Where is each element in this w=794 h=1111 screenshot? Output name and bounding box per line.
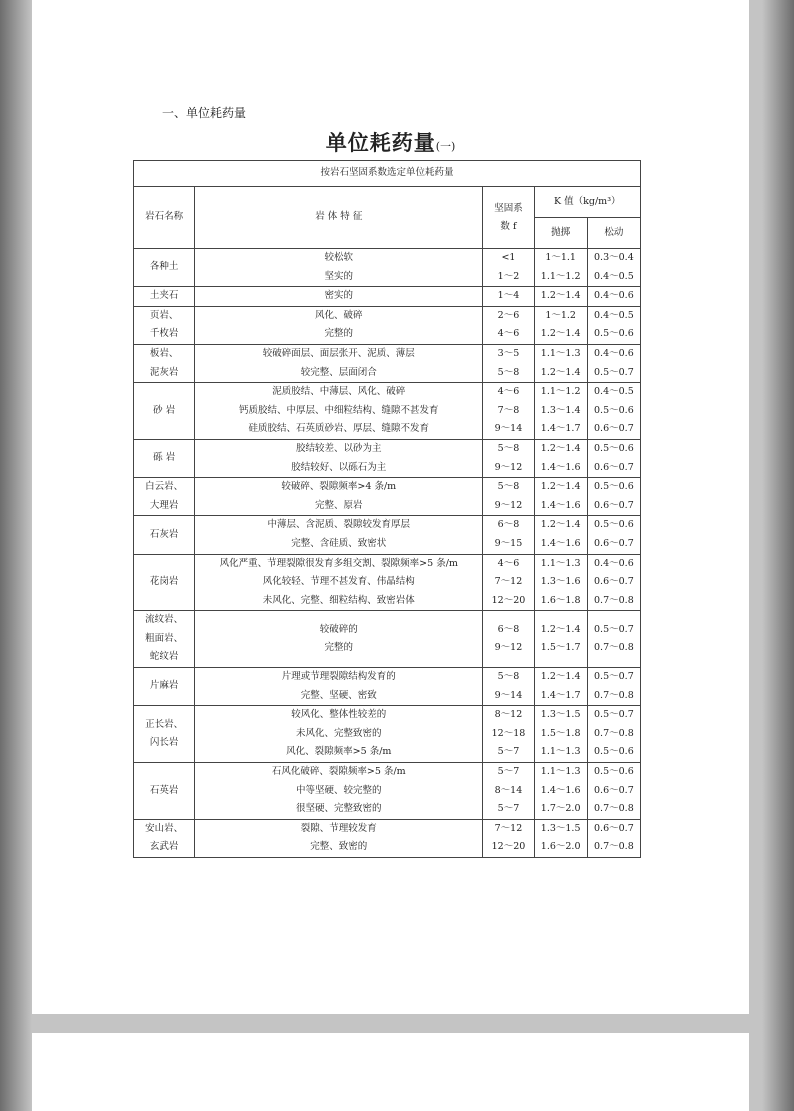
coefficient-line: 9～15 [494, 537, 523, 549]
loose-value-line: 0.5～0.7 [594, 671, 634, 683]
coefficient-line: 12～20 [491, 841, 526, 853]
blast-value-line: 1.7～2.0 [540, 803, 581, 815]
loose-value-line: 0.7～0.8 [594, 594, 634, 606]
feature-line: 较完整、层面闭合 [300, 366, 377, 378]
header-features: 岩 体 特 征 [195, 187, 483, 249]
blast-value-line: 1.2～1.4 [540, 290, 581, 302]
coefficient-line: 5～7 [497, 803, 520, 815]
feature-line: 风化严重、节理裂隙很发育多组交割、裂隙频率>5 条/m [219, 557, 458, 569]
header-blast: 抛掷 [534, 218, 587, 249]
loose-value-line: 0.6～0.7 [594, 499, 634, 511]
blast-value-line: 1.1～1.2 [540, 386, 581, 398]
feature-line: 未风化、完整、细粒结构、致密岩体 [262, 594, 415, 606]
feature-cell [195, 344, 483, 382]
blast-value-line: 1.3～1.5 [540, 822, 581, 834]
blast-value-line: 1～1.1 [545, 252, 576, 263]
coefficient-line: 9～14 [494, 689, 523, 701]
blast-value-cell [534, 763, 587, 820]
feature-cell [195, 668, 483, 706]
rock-name-cell [134, 668, 195, 706]
section-heading: 一、单位耗药量 [162, 106, 247, 120]
feature-line: 未风化、完整致密的 [296, 727, 382, 739]
rock-name: 石灰岩 [149, 528, 179, 540]
blast-value-cell [534, 249, 587, 287]
coefficient-line: 5～7 [497, 746, 520, 758]
rock-name: 土夹石 [149, 290, 179, 302]
blast-value-cell [534, 611, 587, 668]
feature-line: 完整、致密的 [310, 841, 368, 853]
blast-value-line: 1.2～1.4 [540, 671, 581, 683]
coefficient-cell [483, 554, 534, 611]
loose-value-cell [587, 439, 640, 477]
blast-value-cell [534, 383, 587, 440]
coefficient-line: 7～12 [494, 576, 523, 588]
feature-line: 较破碎、裂隙频率>4 条/m [281, 481, 397, 493]
rock-name-cell [134, 383, 195, 440]
table-row [134, 439, 641, 477]
loose-value-line: 0.7～0.8 [594, 689, 634, 701]
blast-value-line: 1.1～1.3 [540, 557, 581, 569]
rock-name-cell [134, 344, 195, 382]
feature-line: 风化、破碎 [315, 309, 363, 321]
loose-value-line: 0.5～0.6 [594, 746, 634, 758]
blast-value-line: 1.6～1.8 [540, 594, 581, 606]
coefficient-line: 2～6 [497, 309, 520, 321]
loose-value-line: 0.5～0.6 [594, 404, 634, 416]
coefficient-line: 7～8 [497, 404, 520, 416]
rock-name-cell [134, 439, 195, 477]
feature-cell [195, 819, 483, 857]
blast-value-line: 1.5～1.8 [540, 727, 581, 739]
coefficient-line: 5～7 [497, 766, 520, 778]
coefficient-line: 8～12 [494, 709, 523, 721]
coefficient-line: 9～12 [494, 499, 523, 511]
rock-name: 片麻岩 [149, 680, 179, 692]
rock-name: 花岗岩 [149, 576, 179, 588]
rock-name: 白云岩、 [145, 481, 184, 493]
table-row [134, 249, 641, 287]
rock-name-cell [134, 763, 195, 820]
feature-line: 风化较轻、节理不甚发育、伟晶结构 [262, 576, 415, 588]
feature-line: 较破碎的 [319, 623, 358, 635]
feature-line: 很坚硬、完整致密的 [296, 803, 382, 815]
header-coefficient [483, 187, 534, 249]
feature-line: 完整、原岩 [315, 499, 363, 511]
table-caption: 按岩石坚固系数选定单位耗药量 [134, 161, 641, 187]
blast-value-line: 1.3～1.5 [540, 709, 581, 721]
feature-line: 风化、裂隙频率>5 条/m [286, 746, 392, 758]
loose-value-cell [587, 819, 640, 857]
coefficient-line: 5～8 [497, 481, 520, 493]
blast-value-cell [534, 306, 587, 344]
blast-value-line: 1.6～2.0 [540, 841, 581, 853]
feature-line: 中薄层、含泥质、裂隙较发育厚层 [267, 519, 411, 531]
header-coef-line1: 坚固系 [494, 202, 523, 214]
rock-name-cell [134, 819, 195, 857]
blast-value-line: 1.2～1.4 [540, 328, 581, 340]
feature-line: 裂隙、节理较发育 [300, 822, 377, 834]
loose-value-cell [587, 763, 640, 820]
blast-value-line: 1.2～1.4 [540, 442, 581, 454]
page-title [32, 127, 749, 157]
blast-value-line: 1.4～1.6 [540, 537, 581, 549]
rock-name: 蛇纹岩 [149, 651, 179, 663]
blast-value-cell [534, 554, 587, 611]
loose-value-line: 0.4～0.5 [594, 309, 634, 321]
feature-cell [195, 383, 483, 440]
coefficient-cell [483, 344, 534, 382]
coefficient-line: 9～14 [494, 423, 523, 435]
blast-value-line: 1.3～1.4 [540, 404, 581, 416]
blast-value-cell [534, 287, 587, 307]
blast-value-line: 1.2～1.4 [540, 481, 581, 493]
rock-name: 泥灰岩 [149, 366, 179, 378]
feature-cell [195, 287, 483, 307]
feature-line: 胶结较差、以砂为主 [296, 442, 382, 454]
rock-name: 正长岩、 [145, 718, 184, 730]
table-row [134, 478, 641, 516]
feature-line: 密实的 [324, 290, 354, 302]
feature-cell [195, 478, 483, 516]
coefficient-line: 1～4 [497, 290, 520, 302]
coefficient-cell [483, 439, 534, 477]
blast-value-line: 1.4～1.6 [540, 499, 581, 511]
loose-value-cell [587, 516, 640, 554]
coefficient-line: <1 [501, 252, 516, 263]
document-page [32, 0, 749, 1014]
blast-value-line: 1.4～1.7 [540, 423, 581, 435]
loose-value-line: 0.6～0.7 [594, 423, 634, 435]
loose-value-cell [587, 249, 640, 287]
feature-cell [195, 306, 483, 344]
rock-name: 安山岩、 [145, 822, 184, 834]
coefficient-line: 5～8 [497, 671, 520, 683]
coefficient-cell [483, 763, 534, 820]
header-rock-name: 岩石名称 [134, 187, 195, 249]
blast-value-cell [534, 706, 587, 763]
coefficient-cell [483, 383, 534, 440]
rock-name-cell [134, 516, 195, 554]
loose-value-line: 0.5～0.6 [594, 766, 634, 778]
loose-value-cell [587, 344, 640, 382]
loose-value-line: 0.6～0.7 [594, 537, 634, 549]
rock-name-cell [134, 554, 195, 611]
coefficient-cell [483, 249, 534, 287]
header-coef-line2: 数 f [500, 220, 517, 232]
feature-cell [195, 516, 483, 554]
feature-line: 中等坚硬、较完整的 [296, 784, 382, 796]
loose-value-line: 0.7～0.8 [594, 803, 634, 815]
rock-name: 石英岩 [149, 784, 179, 796]
blast-value-line: 1.4～1.6 [540, 784, 581, 796]
loose-value-line: 0.6～0.7 [594, 576, 634, 588]
loose-value-cell [587, 478, 640, 516]
feature-line: 较风化、整体性较差的 [291, 709, 387, 721]
next-page [32, 1033, 749, 1111]
feature-cell [195, 554, 483, 611]
title-suffix: (一) [435, 140, 456, 153]
coefficient-line: 5～8 [497, 366, 520, 378]
rock-name-cell [134, 611, 195, 668]
rock-name-cell [134, 478, 195, 516]
feature-line: 胶结较好、以砾石为主 [291, 461, 387, 473]
header-k-value: K 值（kg/m³） [534, 187, 640, 218]
table-row [134, 763, 641, 820]
rock-name: 页岩、 [149, 309, 179, 321]
rock-name: 玄武岩 [149, 841, 179, 853]
table-row [134, 344, 641, 382]
table-row [134, 668, 641, 706]
feature-line: 较破碎面层、面层张开、泥质、薄层 [262, 347, 415, 359]
header-loose: 松动 [587, 218, 640, 249]
loose-value-cell [587, 706, 640, 763]
loose-value-line: 0.4～0.6 [594, 347, 634, 359]
feature-line: 钙质胶结、中厚层、中细粒结构、缝隙不甚发育 [239, 404, 439, 416]
loose-value-cell [587, 611, 640, 668]
blast-value-cell [534, 478, 587, 516]
blasting-table [133, 160, 641, 858]
loose-value-line: 0.5～0.7 [594, 709, 634, 721]
rock-name-cell [134, 249, 195, 287]
blast-value-line: 1.1～1.2 [540, 270, 581, 282]
coefficient-line: 5～8 [497, 442, 520, 454]
blast-value-cell [534, 439, 587, 477]
loose-value-line: 0.5～0.6 [594, 519, 634, 531]
loose-value-cell [587, 668, 640, 706]
blast-value-line: 1.5～1.7 [540, 642, 581, 654]
coefficient-line: 9～12 [494, 642, 523, 654]
loose-value-line: 0.4～0.6 [594, 557, 634, 569]
loose-value-line: 0.6～0.7 [594, 461, 634, 473]
rock-name: 闪长岩 [149, 737, 179, 749]
loose-value-line: 0.7～0.8 [594, 841, 634, 853]
loose-value-line: 0.5～0.6 [594, 442, 634, 454]
blast-value-cell [534, 344, 587, 382]
feature-line: 完整的 [324, 328, 354, 340]
table-row [134, 554, 641, 611]
rock-name: 砂 岩 [153, 404, 176, 416]
table-row [134, 819, 641, 857]
feature-cell [195, 611, 483, 668]
rock-name: 粗面岩、 [145, 632, 184, 644]
loose-value-line: 0.5～0.6 [594, 481, 634, 493]
blast-value-line: 1.3～1.6 [540, 576, 581, 588]
loose-value-line: 0.7～0.8 [594, 642, 634, 654]
coefficient-line: 12～18 [491, 727, 526, 739]
blast-value-cell [534, 516, 587, 554]
coefficient-cell [483, 706, 534, 763]
blast-value-cell [534, 668, 587, 706]
coefficient-line: 12～20 [491, 594, 526, 606]
blast-value-line: 1.2～1.4 [540, 623, 581, 635]
coefficient-cell [483, 287, 534, 307]
blast-value-line: 1.1～1.3 [540, 766, 581, 778]
table-row [134, 516, 641, 554]
loose-value-line: 0.5～0.6 [594, 328, 634, 340]
feature-line: 完整的 [324, 642, 354, 654]
coefficient-line: 7～12 [494, 822, 523, 834]
blast-value-cell [534, 819, 587, 857]
feature-cell [195, 249, 483, 287]
feature-line: 硅质胶结、石英质砂岩、厚层、缝隙不发育 [248, 423, 430, 435]
feature-line: 完整、含硅质、致密状 [291, 537, 387, 549]
coefficient-cell [483, 516, 534, 554]
coefficient-line: 6～8 [497, 519, 520, 531]
coefficient-cell [483, 478, 534, 516]
coefficient-line: 1～2 [497, 270, 520, 282]
loose-value-line: 0.7～0.8 [594, 727, 634, 739]
coefficient-cell [483, 819, 534, 857]
loose-value-line: 0.4～0.5 [594, 270, 634, 282]
rock-name-cell [134, 706, 195, 763]
blast-value-line: 1～1.2 [545, 309, 576, 321]
feature-line: 泥质胶结、中薄层、风化、破碎 [272, 386, 406, 398]
loose-value-line: 0.4～0.5 [594, 386, 634, 398]
table-row [134, 287, 641, 307]
loose-value-line: 0.4～0.6 [594, 290, 634, 302]
loose-value-line: 0.3～0.4 [594, 252, 634, 263]
rock-name: 板岩、 [149, 347, 179, 359]
blast-value-line: 1.1～1.3 [540, 746, 581, 758]
feature-line: 石风化破碎、裂隙频率>5 条/m [271, 766, 406, 778]
feature-cell [195, 439, 483, 477]
feature-line: 较松软 [324, 252, 354, 263]
feature-line: 坚实的 [324, 270, 354, 282]
blast-value-line: 1.4～1.7 [540, 689, 581, 701]
coefficient-cell [483, 611, 534, 668]
coefficient-line: 4～6 [497, 328, 520, 340]
loose-value-cell [587, 383, 640, 440]
blast-value-line: 1.4～1.6 [540, 461, 581, 473]
rock-name-cell [134, 306, 195, 344]
loose-value-cell [587, 306, 640, 344]
coefficient-line: 6～8 [497, 623, 520, 635]
rock-name-cell [134, 287, 195, 307]
coefficient-line: 8～14 [494, 784, 523, 796]
table-row [134, 706, 641, 763]
coefficient-cell [483, 668, 534, 706]
blast-value-line: 1.2～1.4 [540, 366, 581, 378]
table-row [134, 611, 641, 668]
coefficient-line: 9～12 [494, 461, 523, 473]
coefficient-cell [483, 306, 534, 344]
loose-value-cell [587, 287, 640, 307]
rock-name: 砾 岩 [153, 452, 176, 464]
loose-value-line: 0.5～0.7 [594, 366, 634, 378]
loose-value-line: 0.5～0.7 [594, 623, 634, 635]
rock-name: 千枚岩 [149, 328, 179, 340]
table-row [134, 383, 641, 440]
rock-name: 流纹岩、 [145, 614, 184, 626]
loose-value-line: 0.6～0.7 [594, 784, 634, 796]
feature-cell [195, 763, 483, 820]
feature-line: 片理或节理裂隙结构发育的 [281, 671, 396, 683]
coefficient-line: 4～6 [497, 557, 520, 569]
feature-cell [195, 706, 483, 763]
blast-value-line: 1.1～1.3 [540, 347, 581, 359]
feature-line: 完整、坚硬、密致 [300, 689, 377, 701]
rock-name: 大理岩 [149, 499, 179, 511]
rock-name: 各种土 [149, 261, 179, 273]
coefficient-line: 4～6 [497, 386, 520, 398]
table-row [134, 306, 641, 344]
title-text: 单位耗药量 [325, 130, 436, 155]
loose-value-cell [587, 554, 640, 611]
loose-value-line: 0.6～0.7 [594, 822, 634, 834]
blast-value-line: 1.2～1.4 [540, 519, 581, 531]
coefficient-line: 3～5 [497, 347, 520, 359]
